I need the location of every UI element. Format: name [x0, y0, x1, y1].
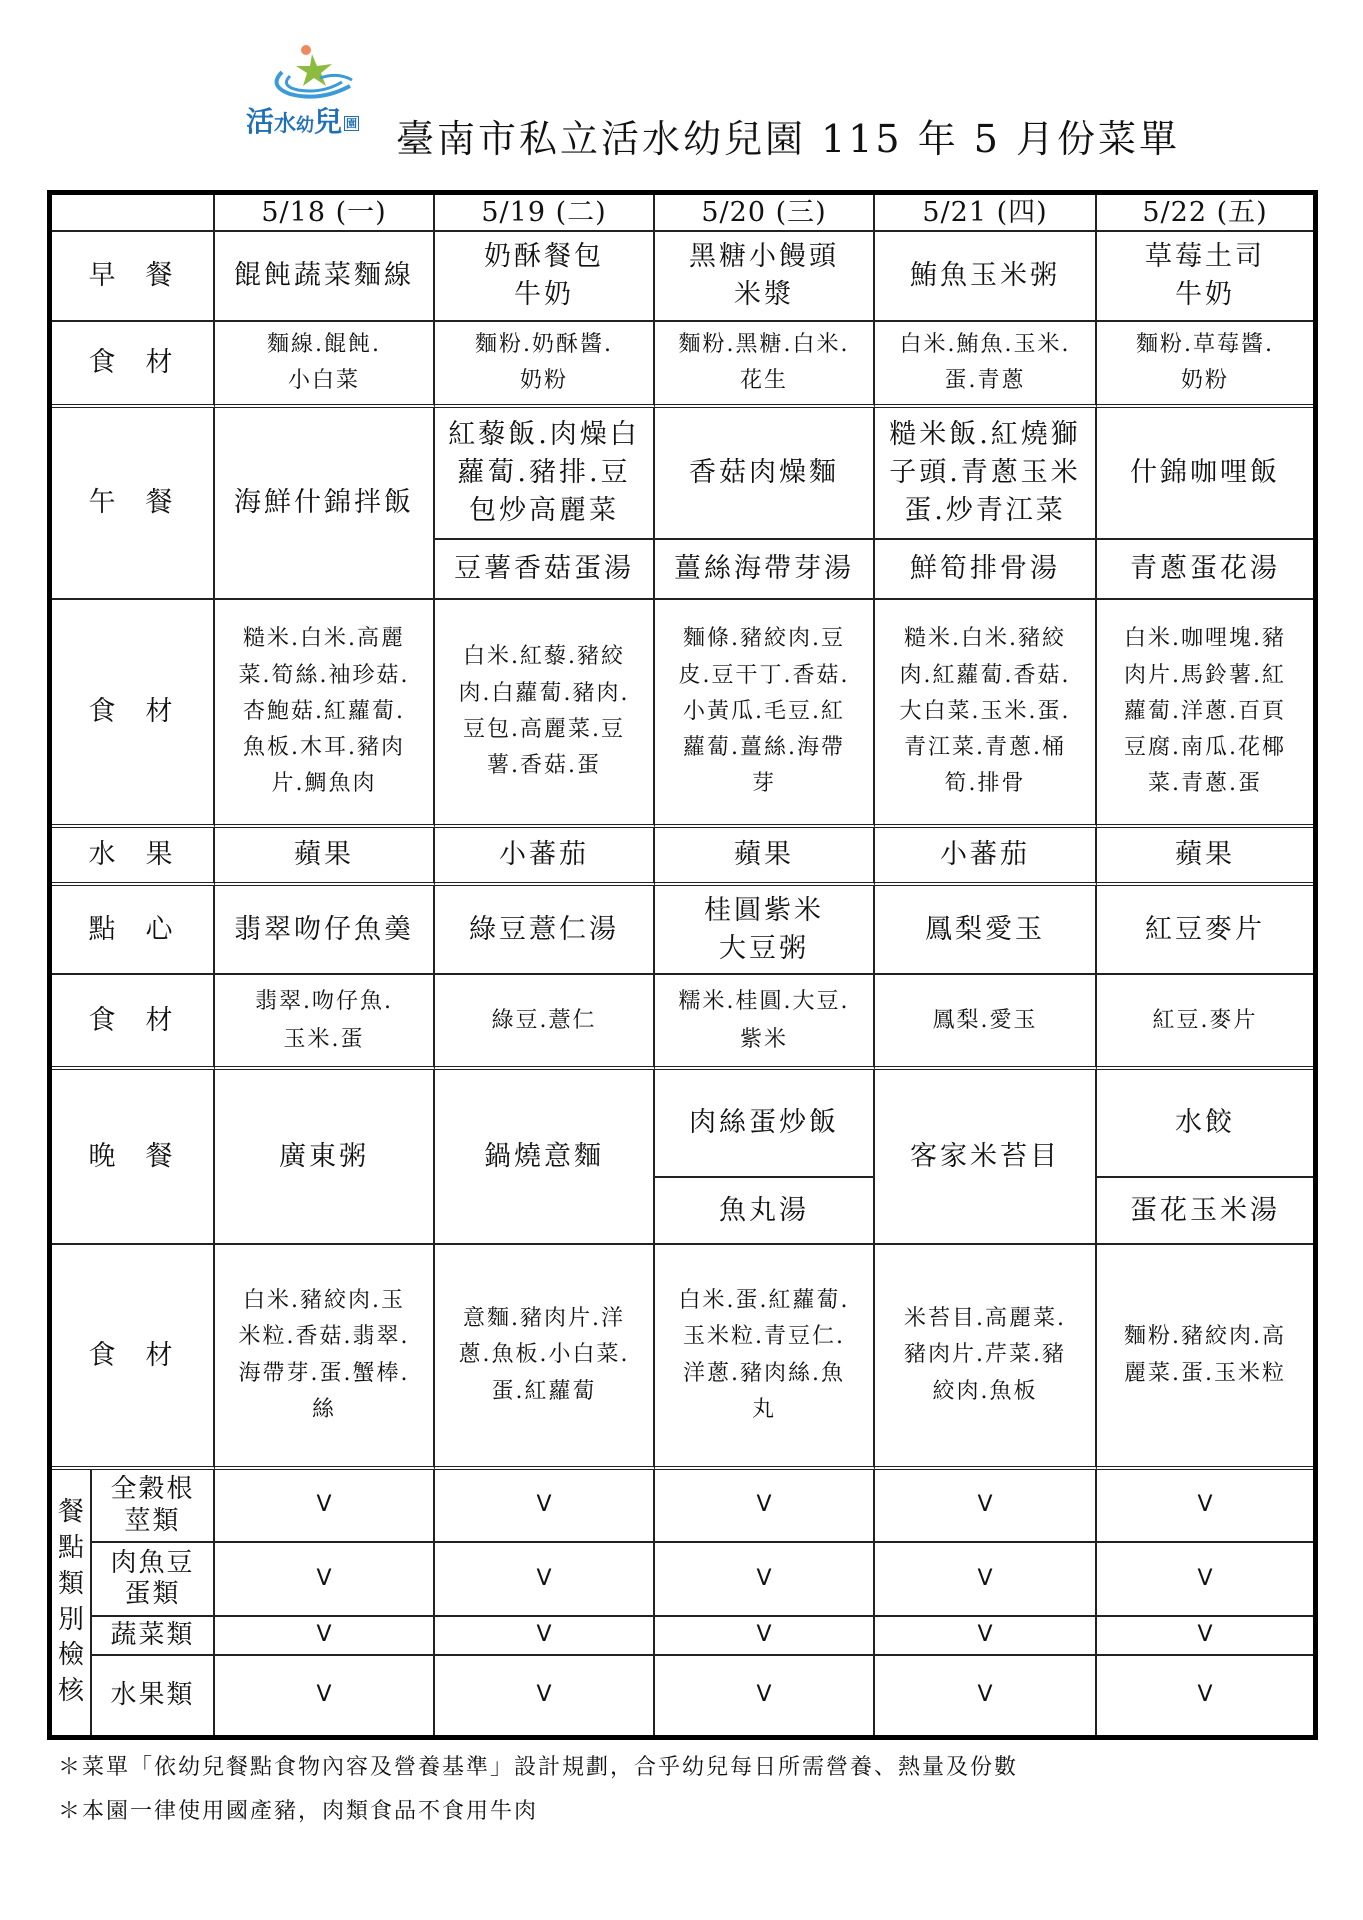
menu-table [47, 190, 1318, 1740]
snack-dish [435, 886, 655, 975]
dinner-soup [1097, 1178, 1313, 1245]
date-header-2-text: 5/19 (二) [481, 196, 607, 228]
corner-cell [52, 195, 215, 232]
row-label-lunch-text: 午餐 [88, 487, 203, 519]
date-header-3 [655, 195, 875, 232]
lunch-soup-text: 豆薯香菇蛋湯 [454, 553, 634, 585]
dinner-main-dish [1097, 1070, 1313, 1178]
nutrition-check-mark-text: V [756, 1492, 772, 1518]
date-header-5 [1097, 195, 1313, 232]
lunch-main-dish [1097, 408, 1313, 540]
dinner-ingredients [215, 1245, 435, 1470]
dinner-main-dish-text: 鍋燒意麵 [484, 1140, 604, 1172]
row-label-lunch-ingredients [52, 600, 215, 828]
dinner-main-dish [655, 1070, 875, 1178]
lunch-main-dish-text: 糙米飯.紅燒獅 子頭.青蔥玉米 蛋.炒青江菜 [889, 419, 1081, 526]
lunch-soup-text: 鮮筍排骨湯 [910, 553, 1060, 585]
nutrition-check-mark [1097, 1470, 1313, 1543]
fruit-item-text: 蘋果 [1175, 839, 1235, 871]
nutrition-check-mark-text: V [1197, 1622, 1213, 1648]
dinner-ingredients [435, 1245, 655, 1470]
row-label-lunch [52, 408, 215, 600]
dinner-main-dish [435, 1070, 655, 1245]
row-label-dinner [52, 1070, 215, 1245]
snack-dish-text: 紅豆麥片 [1145, 913, 1265, 945]
dinner-main-dish-text: 客家米苔目 [910, 1140, 1060, 1172]
fruit-item-text: 小蕃茄 [940, 839, 1030, 871]
lunch-soup [1097, 540, 1313, 600]
lunch-main-dish-text: 香菇肉燥麵 [689, 457, 839, 489]
nutrition-check-mark [215, 1617, 435, 1656]
nutrition-check-mark [875, 1543, 1097, 1617]
nutrition-check-mark [655, 1656, 875, 1735]
breakfast-dish [1097, 232, 1313, 322]
nutrition-category-label-text: 蔬菜類 [110, 1619, 195, 1650]
snack-dish-text: 綠豆薏仁湯 [469, 913, 619, 945]
date-header-4 [875, 195, 1097, 232]
nutrition-check-mark [655, 1617, 875, 1656]
page-header [0, 0, 1363, 180]
breakfast-ingredients [875, 322, 1097, 408]
row-label-dinner-ingredients-text: 食材 [88, 1339, 203, 1371]
breakfast-dish [435, 232, 655, 322]
nutrition-check-mark [875, 1656, 1097, 1735]
lunch-soup [655, 540, 875, 600]
breakfast-ingredients [215, 322, 435, 408]
dinner-main-dish [875, 1070, 1097, 1245]
nutrition-category-label [92, 1617, 215, 1656]
nutrition-check-mark-text: V [1197, 1682, 1213, 1708]
nutrition-check-mark-text: V [536, 1492, 552, 1518]
nutrition-check-mark [435, 1470, 655, 1543]
dinner-main-dish-text: 廣東粥 [279, 1140, 369, 1172]
row-label-breakfast-text: 早餐 [88, 260, 203, 292]
dinner-ingredients [655, 1245, 875, 1470]
breakfast-ingredients-text: 白米.鮪魚.玉米. 蛋.青蔥 [899, 331, 1071, 393]
dinner-ingredients-text: 意麵.豬肉片.洋 蔥.魚板.小白菜. 蛋.紅蘿蔔 [458, 1306, 630, 1404]
date-header-1 [215, 195, 435, 232]
row-label-dinner-ingredients [52, 1245, 215, 1470]
nutrition-check-mark-text: V [756, 1682, 772, 1708]
nutrition-check-mark [875, 1617, 1097, 1656]
snack-ingredients [875, 975, 1097, 1070]
dinner-soup [655, 1178, 875, 1245]
snack-ingredients-text: 鳳梨.愛玉 [932, 1007, 1038, 1033]
fruit-item [1097, 828, 1313, 886]
nutrition-check-mark-text: V [977, 1622, 993, 1648]
nutrition-check-mark-text: V [316, 1565, 332, 1591]
lunch-main-dish [215, 408, 435, 600]
nutrition-check-mark [655, 1470, 875, 1543]
footnotes [58, 1746, 1018, 1834]
lunch-soup [435, 540, 655, 600]
nutrition-check-mark-text: V [977, 1682, 993, 1708]
nutrition-check-mark [1097, 1656, 1313, 1735]
date-header-3-text: 5/20 (三) [701, 196, 827, 228]
footnote-pork-policy: ＊本園一律使用國產豬，肉類食品不食用牛肉 [58, 1799, 539, 1824]
nutrition-check-mark-text: V [1197, 1492, 1213, 1518]
lunch-soup [875, 540, 1097, 600]
breakfast-ingredients [655, 322, 875, 408]
snack-dish [1097, 886, 1313, 975]
nutrition-check-mark-text: V [977, 1492, 993, 1518]
snack-ingredients [1097, 975, 1313, 1070]
nutrition-category-label [92, 1470, 215, 1543]
breakfast-ingredients-text: 麵粉.黑糖.白米. 花生 [678, 331, 850, 393]
row-label-breakfast [52, 232, 215, 322]
nutrition-check-mark-text: V [536, 1565, 552, 1591]
fruit-item [655, 828, 875, 886]
dinner-main-dish-text: 肉絲蛋炒飯 [689, 1107, 839, 1139]
breakfast-dish-text: 草莓土司 牛奶 [1145, 241, 1265, 310]
breakfast-ingredients-text: 麵粉.草莓醬. 奶粉 [1136, 331, 1274, 393]
dinner-main-dish-text: 水餃 [1175, 1107, 1235, 1139]
nutrition-check-mark [435, 1617, 655, 1656]
snack-ingredients-text: 綠豆.薏仁 [491, 1007, 597, 1033]
row-label-breakfast-ingredients-text: 食材 [88, 347, 203, 379]
nutrition-check-mark [1097, 1543, 1313, 1617]
lunch-ingredients [215, 600, 435, 828]
nutrition-check-mark [655, 1543, 875, 1617]
lunch-ingredients [435, 600, 655, 828]
date-header-4-text: 5/21 (四) [922, 196, 1048, 228]
lunch-ingredients-text: 糙米.白米.豬絞 肉.紅蘿蔔.香菇. 大白菜.玉米.蛋. 青江菜.青蔥.桶 筍.排骨 [899, 626, 1071, 797]
snack-dish-text: 鳳梨愛玉 [925, 913, 1045, 945]
snack-ingredients-text: 紅豆.麥片 [1152, 1007, 1258, 1033]
lunch-ingredients-text: 白米.咖哩塊.豬 肉片.馬鈴薯.紅 蘿蔔.洋蔥.百頁 豆腐.南瓜.花椰 菜.青蔥.蛋 [1124, 626, 1286, 797]
fruit-item [435, 828, 655, 886]
lunch-main-dish-text: 海鮮什錦拌飯 [234, 487, 414, 519]
nutrition-check-group-label [52, 1470, 92, 1735]
snack-dish [215, 886, 435, 975]
nutrition-check-mark-text: V [977, 1565, 993, 1591]
lunch-main-dish-text: 紅藜飯.肉燥白 蘿蔔.豬排.豆 包炒高麗菜 [448, 419, 640, 526]
dinner-ingredients-text: 米苔目.高麗菜. 豬肉片.芹菜.豬 絞肉.魚板 [904, 1306, 1066, 1404]
dinner-soup-text: 魚丸湯 [719, 1194, 809, 1226]
nutrition-check-mark [435, 1543, 655, 1617]
nutrition-check-mark-text: V [316, 1622, 332, 1648]
lunch-ingredients [655, 600, 875, 828]
fruit-item-text: 小蕃茄 [499, 839, 589, 871]
lunch-ingredients-text: 麵條.豬絞肉.豆 皮.豆干丁.香菇. 小黃瓜.毛豆.紅 蘿蔔.薑絲.海帶 芽 [678, 626, 850, 797]
breakfast-dish-text: 鮪魚玉米粥 [910, 260, 1060, 292]
dinner-ingredients [875, 1245, 1097, 1470]
row-label-fruit [52, 828, 215, 886]
row-label-snack-ingredients-text: 食材 [88, 1004, 203, 1036]
snack-dish [875, 886, 1097, 975]
footnote-nutrition-standard: ＊菜單「依幼兒餐點食物內容及營養基準」設計規劃，合乎幼兒每日所需營養、熱量及份數 [58, 1755, 1019, 1780]
nutrition-check-mark [215, 1470, 435, 1543]
nutrition-check-mark-text: V [316, 1492, 332, 1518]
nutrition-category-label-text: 水果類 [110, 1679, 195, 1710]
lunch-ingredients [1097, 600, 1313, 828]
nutrition-check-mark-text: V [536, 1622, 552, 1648]
breakfast-dish-text: 奶酥餐包 牛奶 [484, 241, 604, 310]
dinner-ingredients-text: 白米.豬絞肉.玉 米粒.香菇.翡翠. 海帶芽.蛋.蟹棒. 絲 [238, 1287, 410, 1422]
nutrition-check-mark [435, 1656, 655, 1735]
row-label-snack-text: 點心 [88, 913, 203, 945]
school-logo-text: 活水幼兒 $^園$ [246, 105, 358, 138]
snack-ingredients [435, 975, 655, 1070]
nutrition-check-mark-text: V [756, 1622, 772, 1648]
fruit-item-text: 蘋果 [294, 839, 354, 871]
date-header-2 [435, 195, 655, 232]
snack-ingredients-text: 糯米.桂圓.大豆. 紫米 [678, 989, 850, 1052]
breakfast-dish [875, 232, 1097, 322]
school-logo-star-wave-icon [260, 42, 380, 102]
date-header-1-text: 5/18 (一) [261, 196, 387, 228]
breakfast-dish [655, 232, 875, 322]
lunch-ingredients-text: 糙米.白米.高麗 菜.筍絲.袖珍菇. 杏鮑菇.紅蘿蔔. 魚板.木耳.豬肉 片.鯛魚肉 [238, 626, 410, 797]
nutrition-check-group-label-text: 餐 點 類 別 檢 核 [57, 1496, 84, 1707]
nutrition-check-mark [1097, 1617, 1313, 1656]
dinner-ingredients [1097, 1245, 1313, 1470]
date-header-5-text: 5/22 (五) [1142, 196, 1268, 228]
breakfast-ingredients [435, 322, 655, 408]
breakfast-ingredients-text: 麵線.餛飩. 小白菜 [267, 331, 381, 393]
snack-ingredients [215, 975, 435, 1070]
breakfast-dish [215, 232, 435, 322]
snack-dish [655, 886, 875, 975]
nutrition-check-mark [875, 1470, 1097, 1543]
dinner-ingredients-text: 麵粉.豬絞肉.高 麗菜.蛋.玉米粒 [1124, 1324, 1286, 1386]
fruit-item-text: 蘋果 [734, 839, 794, 871]
lunch-main-dish [875, 408, 1097, 540]
dinner-main-dish [215, 1070, 435, 1245]
snack-dish-text: 桂圓紫米 大豆粥 [704, 894, 824, 964]
nutrition-category-label-text: 全穀根 莖類 [110, 1474, 195, 1536]
nutrition-check-mark [215, 1543, 435, 1617]
nutrition-check-mark [215, 1656, 435, 1735]
nutrition-category-label [92, 1656, 215, 1735]
lunch-main-dish [655, 408, 875, 540]
row-label-snack-ingredients [52, 975, 215, 1070]
breakfast-dish-text: 黑糖小饅頭 米漿 [689, 241, 839, 310]
nutrition-category-label-text: 肉魚豆 蛋類 [110, 1547, 195, 1609]
school-logo [246, 48, 386, 148]
lunch-soup-text: 青蔥蛋花湯 [1130, 553, 1280, 585]
nutrition-check-mark-text: V [1197, 1565, 1213, 1591]
lunch-ingredients [875, 600, 1097, 828]
row-label-breakfast-ingredients [52, 322, 215, 408]
snack-ingredients [655, 975, 875, 1070]
nutrition-check-mark-text: V [316, 1682, 332, 1708]
row-label-lunch-ingredients-text: 食材 [88, 696, 203, 728]
nutrition-check-mark-text: V [536, 1682, 552, 1708]
nutrition-check-mark-text: V [756, 1565, 772, 1591]
row-label-fruit-text: 水果 [88, 839, 203, 871]
nutrition-category-label [92, 1543, 215, 1617]
row-label-snack [52, 886, 215, 975]
fruit-item [875, 828, 1097, 886]
dinner-ingredients-text: 白米.蛋.紅蘿蔔. 玉米粒.青豆仁. 洋蔥.豬肉絲.魚 丸 [678, 1287, 850, 1422]
page-title: 臺南市私立活水幼兒園 115 年 5 月份菜單 [396, 117, 1181, 161]
breakfast-dish-text: 餛飩蔬菜麵線 [234, 260, 414, 292]
snack-ingredients-text: 翡翠.吻仔魚. 玉米.蛋 [255, 989, 393, 1052]
breakfast-ingredients-text: 麵粉.奶酥醬. 奶粉 [475, 331, 613, 393]
lunch-soup-text: 薑絲海帶芽湯 [674, 553, 854, 585]
lunch-main-dish-text: 什錦咖哩飯 [1130, 457, 1280, 489]
row-label-dinner-text: 晚餐 [88, 1140, 203, 1172]
lunch-ingredients-text: 白米.紅藜.豬絞 肉.白蘿蔔.豬肉. 豆包.高麗菜.豆 薯.香菇.蛋 [458, 644, 630, 779]
snack-dish-text: 翡翠吻仔魚羮 [234, 913, 414, 945]
dinner-soup-text: 蛋花玉米湯 [1130, 1194, 1280, 1226]
lunch-main-dish [435, 408, 655, 540]
breakfast-ingredients [1097, 322, 1313, 408]
fruit-item [215, 828, 435, 886]
